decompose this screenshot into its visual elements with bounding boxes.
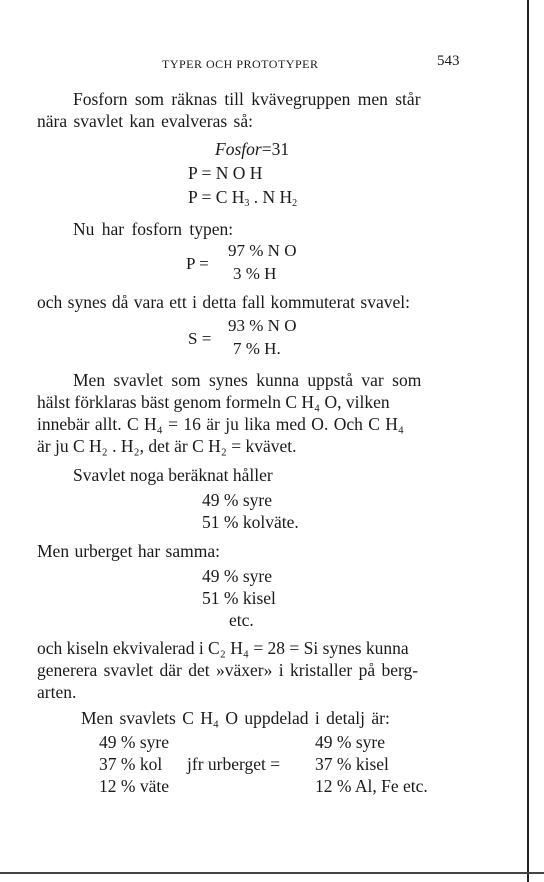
- table-right-cell: 12 % Al, Fe etc.: [315, 776, 428, 796]
- text-line: arten.: [37, 682, 77, 702]
- fraction-bottom: 3 % H: [233, 264, 277, 283]
- page-edge-bottom: [0, 872, 544, 874]
- text-line: och kiseln ekvivalerad i C₂ H₄ = 28 = Si synes kunna: [37, 638, 409, 658]
- fraction-lhs: S =: [188, 329, 212, 348]
- page-number: 543: [437, 53, 460, 69]
- text-line: Men urberget har samma:: [37, 541, 220, 561]
- fraction-top: 93 % N O: [228, 316, 297, 335]
- list-item: 49 % syre: [202, 566, 272, 586]
- fraction-lhs: P =: [186, 254, 209, 273]
- text-line: och synes då vara ett i detta fall kommuterat svavel:: [37, 292, 410, 312]
- equation-rhs: 31: [271, 139, 290, 159]
- running-header: TYPER OCH PROTOTYPER: [162, 57, 319, 71]
- text-line: innebär allt. C H₄ = 16 är ju lika med O. Och C H₄: [37, 414, 405, 434]
- equation: Fosfor=31: [215, 139, 290, 159]
- equation: P = N O H: [188, 163, 263, 183]
- table-left-cell: 49 % syre: [99, 732, 169, 752]
- text-line: Men svavlet som synes kunna uppstå var som: [73, 370, 422, 390]
- table-right-cell: 37 % kisel: [315, 754, 389, 774]
- table-left-cell: 37 % kol: [99, 754, 163, 774]
- fraction-top: 97 % N O: [228, 241, 297, 260]
- text-line: hälst förklaras bäst genom formeln C H₄ O, vilken: [37, 392, 390, 412]
- text-line: Fosforn som räknas till kvävegruppen men står: [73, 89, 421, 109]
- list-item: 49 % syre: [202, 490, 272, 510]
- table-middle-cell: jfr urberget =: [187, 754, 281, 774]
- text-line: generera svavlet där det »växer» i kristaller på berg-: [37, 660, 419, 680]
- text-line: Men svavlets C H₄ O uppdelad i detalj är:: [81, 708, 390, 728]
- fraction-bottom: 7 % H.: [233, 339, 281, 358]
- equation: P = C $H_3$ . N $H_2$: [188, 187, 298, 209]
- table-left-cell: 12 % väte: [99, 776, 169, 796]
- page-edge-right: [527, 0, 529, 882]
- list-item: 51 % kisel: [202, 588, 276, 608]
- list-item: etc.: [229, 610, 254, 630]
- list-item: 51 % kolväte.: [202, 512, 299, 532]
- equation-lhs: Fosfor: [215, 139, 262, 159]
- text-line: är ju C H₂ . H₂, det är C H₂ = kvävet.: [37, 436, 297, 456]
- table-right-cell: 49 % syre: [315, 732, 385, 752]
- text-line: Nu har fosforn typen:: [73, 219, 234, 239]
- text-line: Svavlet noga beräknat håller: [73, 465, 273, 485]
- text-line: nära svavlet kan evalveras så:: [37, 111, 253, 131]
